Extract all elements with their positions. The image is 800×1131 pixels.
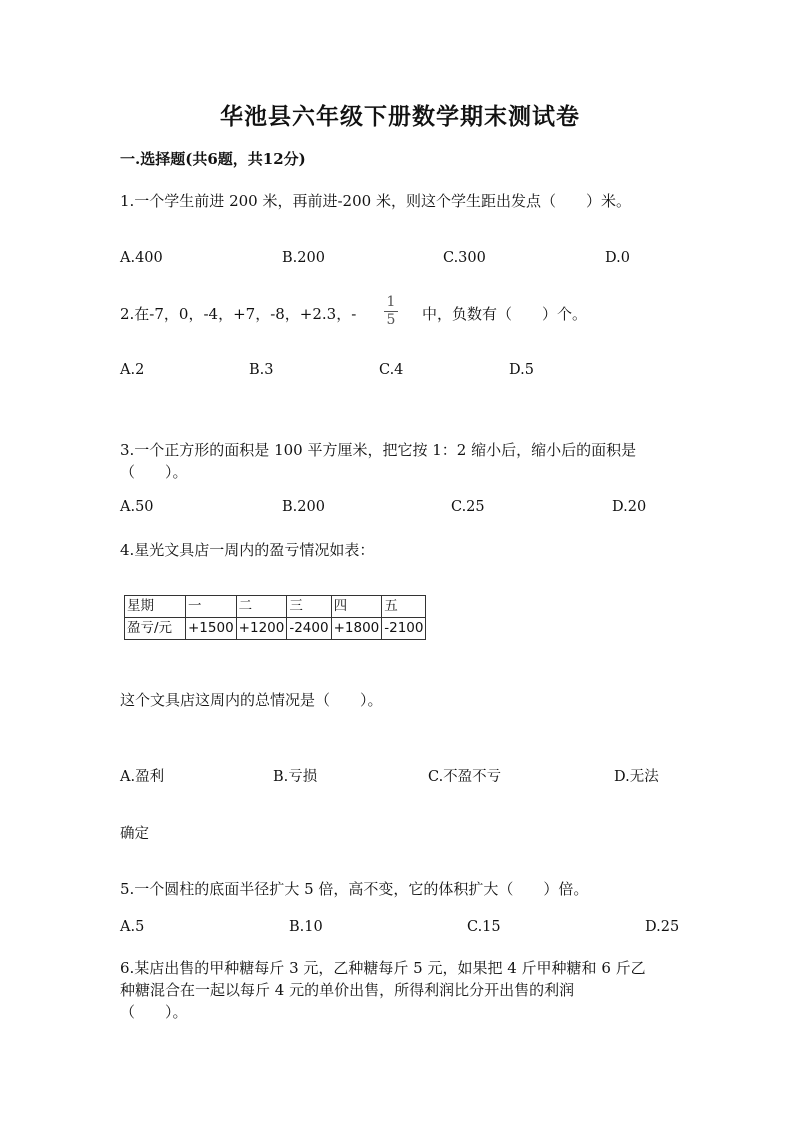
profit-loss-table (124, 595, 426, 640)
section-heading: 一.选择题(共6题，共12分) (120, 150, 306, 168)
q5-option-a: A.5 (120, 919, 145, 935)
q3-option-b: B.200 (282, 499, 325, 515)
fraction-denominator: 5 (386, 312, 396, 328)
q4-option-d: D.无法 (614, 769, 659, 785)
table-cell: 盈亏/元 (125, 618, 186, 640)
fraction-numerator: 1 (384, 294, 398, 312)
q4-option-d-continuation: 确定 (120, 826, 149, 842)
q1-option-b: B.200 (282, 250, 325, 266)
table-cell: 四 (331, 596, 382, 618)
q4-option-a: A.盈利 (120, 769, 165, 785)
table-cell: +1800 (331, 618, 382, 640)
table-cell: -2100 (382, 618, 426, 640)
q5-option-c: C.15 (467, 919, 501, 935)
q3-option-a: A.50 (120, 499, 154, 515)
question-2-text-after: 中，负数有（ ）个。 (422, 305, 588, 323)
table-cell: +1200 (236, 618, 287, 640)
q2-option-b: B.3 (249, 362, 274, 378)
table-cell: 一 (186, 596, 237, 618)
question-4-prompt: 这个文具店这周内的总情况是（ ）。 (120, 691, 383, 709)
q1-option-d: D.0 (605, 250, 630, 266)
q2-option-d: D.5 (509, 362, 534, 378)
q3-option-c: C.25 (451, 499, 485, 515)
q2-option-a: A.2 (120, 362, 145, 378)
q5-option-b: B.10 (289, 919, 323, 935)
q4-option-c: C.不盈不亏 (428, 769, 502, 785)
question-5-text: 5.一个圆柱的底面半径扩大 5 倍，高不变，它的体积扩大（ ）倍。 (120, 880, 589, 898)
table-cell: 星期 (125, 596, 186, 618)
question-1-text: 1.一个学生前进 200 米，再前进-200 米，则这个学生距出发点（ ）米。 (120, 192, 631, 210)
fraction-one-fifth (384, 294, 398, 329)
question-4-text: 4.星光文具店一周内的盈亏情况如表： (120, 541, 375, 559)
question-2-text: 2.在-7，0，-4，+7，-8，+2.3，- (120, 305, 357, 323)
table-header-row (125, 596, 426, 618)
q1-option-c: C.300 (443, 250, 486, 266)
table-cell: 三 (287, 596, 331, 618)
table-cell: -2400 (287, 618, 331, 640)
q5-option-d: D.25 (645, 919, 680, 935)
table-cell: 二 (236, 596, 287, 618)
table-cell: +1500 (186, 618, 237, 640)
q3-option-d: D.20 (612, 499, 647, 515)
question-3-text: 3.一个正方形的面积是 100 平方厘米，把它按 1：2 缩小后，缩小后的面积是 (120, 441, 637, 459)
question-6-text: 6.某店出售的甲种糖每斤 3 元，乙种糖每斤 5 元，如果把 4 斤甲种糖和 6 斤乙 (120, 959, 646, 977)
question-6-text-line3: （ ）。 (120, 1003, 188, 1021)
question-6-text-line2: 种糖混合在一起以每斤 4 元的单价出售，所得利润比分开出售的利润 (120, 981, 575, 999)
q1-option-a: A.400 (120, 250, 163, 266)
q4-option-b: B.亏损 (273, 769, 318, 785)
page-title: 华池县六年级下册数学期末测试卷 (220, 103, 580, 130)
table-cell: 五 (382, 596, 426, 618)
table-row (125, 618, 426, 640)
question-3-text-line2: （ ）。 (120, 463, 188, 481)
q2-option-c: C.4 (379, 362, 404, 378)
